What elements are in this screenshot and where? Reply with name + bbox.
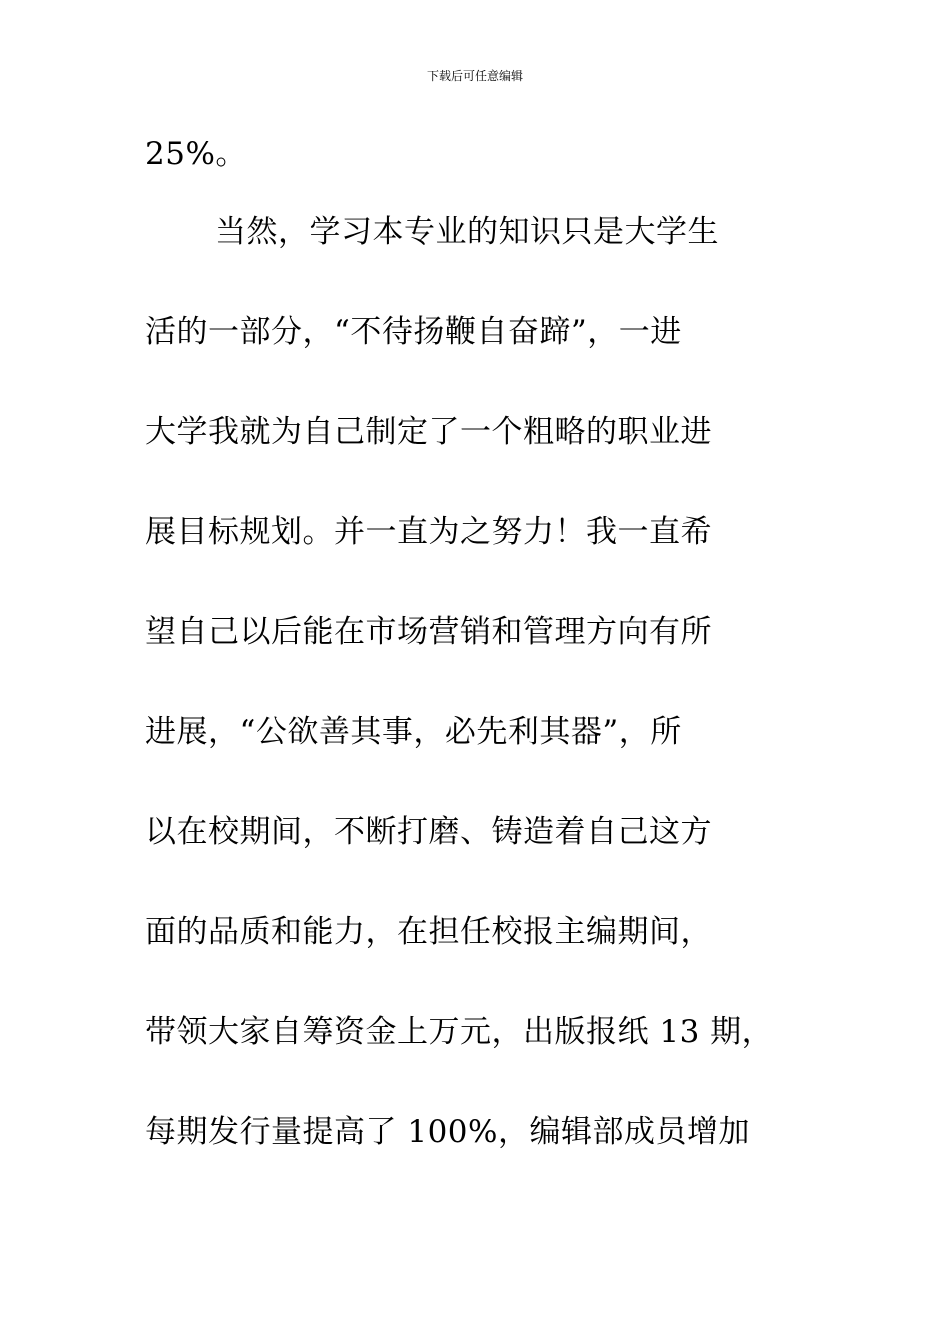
text-line: 以在校期间，不断打磨、铸造着自己这方 <box>145 814 712 850</box>
text-line: 进展，“公欲善其事，必先利其器”，所 <box>145 714 682 750</box>
document-body <box>145 126 815 1204</box>
page-header: 下载后可任意编辑 <box>426 69 523 83</box>
paragraph-start-line: 当然，学习本专业的知识只是大学生 <box>215 214 719 250</box>
text-line: 每期发行量提高了 100%，编辑部成员增加 <box>145 1114 750 1150</box>
text-line: 面的品质和能力，在担任校报主编期间， <box>145 914 712 950</box>
text-line: 带领大家自筹资金上万元，出版报纸 13 期， <box>145 1014 774 1050</box>
text-line: 大学我就为自己制定了一个粗略的职业进 <box>145 414 712 450</box>
text-line: 望自己以后能在市场营销和管理方向有所 <box>145 614 712 650</box>
text-line: 25%。 <box>145 136 247 172</box>
text-line: 活的一部分，“不待扬鞭自奋蹄”，一进 <box>145 314 682 350</box>
text-line: 展目标规划。并一直为之努力！我一直希 <box>145 514 712 550</box>
